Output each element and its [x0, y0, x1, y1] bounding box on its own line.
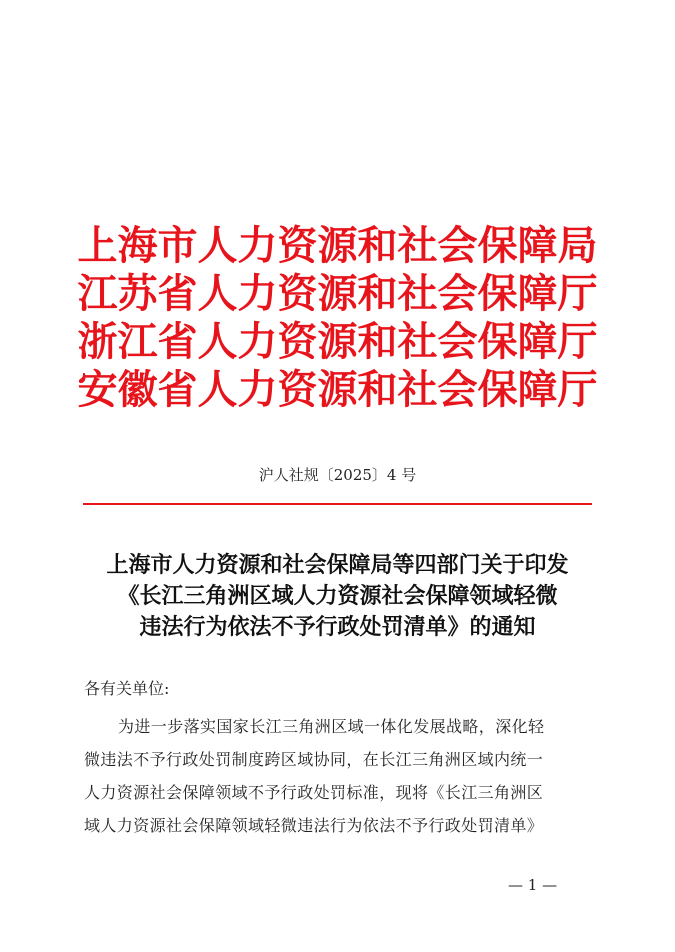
red-divider-line	[83, 503, 592, 505]
body-line: 人力资源社会保障领域不予行政处罚标准，现将《长江三角洲区	[84, 783, 544, 802]
body-line: 微违法不予行政处罚制度跨区域协同，在长江三角洲区域内统一	[84, 750, 544, 769]
issuer-anhui: 安徽省人力资源和社会保障厅	[77, 366, 598, 413]
issuer-shanghai: 上海市人力资源和社会保障局	[77, 222, 598, 269]
issuer-jiangsu: 江苏省人力资源和社会保障厅	[77, 270, 598, 317]
title-line: 《长江三角洲区域人力资源社会保障领域轻微	[117, 583, 558, 609]
issuer-zhejiang: 浙江省人力资源和社会保障厅	[77, 318, 598, 365]
body-paragraph	[84, 710, 594, 842]
title-line: 上海市人力资源和社会保障局等四部门关于印发	[106, 552, 569, 578]
document-title	[40, 550, 635, 643]
document-number: 沪人社规〔2025〕4 号	[258, 466, 417, 484]
salutation: 各有关单位:	[84, 679, 170, 698]
body-line: 域人力资源社会保障领域轻微违法行为依法不予行政处罚清单》	[84, 816, 544, 835]
issuing-authorities	[40, 222, 635, 414]
title-line: 违法行为依法不予行政处罚清单》的通知	[139, 614, 536, 640]
page-number: — 1 —	[508, 876, 558, 894]
body-line: 为进一步落实国家长江三角洲区域一体化发展战略，深化轻	[118, 717, 545, 736]
